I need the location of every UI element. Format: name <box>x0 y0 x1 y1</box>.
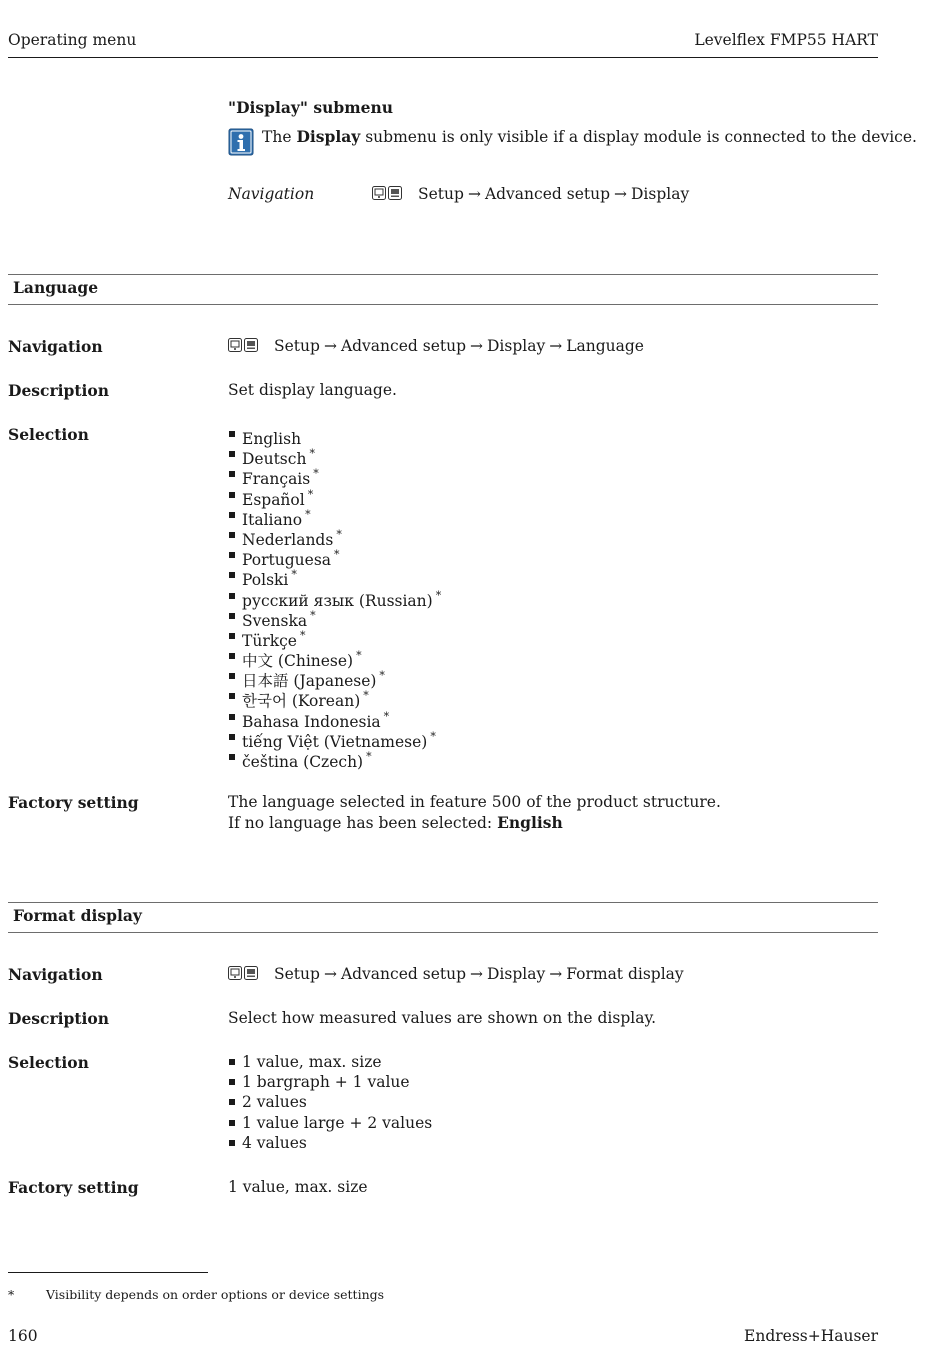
list-item: 日本語 (Japanese) * <box>228 666 441 686</box>
list-item: 4 values <box>228 1133 432 1153</box>
footnote-text: Visibility depends on order options or device settings <box>46 1287 385 1302</box>
nav-step: Setup <box>274 337 320 355</box>
language-selection-label: Selection <box>8 425 89 444</box>
header-rule <box>8 57 878 58</box>
header-right: Levelflex FMP55 HART <box>694 31 878 49</box>
nav-step: Format display <box>566 965 684 983</box>
list-item: Svenska * <box>228 606 441 626</box>
nav-step: Advanced setup <box>340 337 466 355</box>
format-display-title: Format display <box>13 906 142 925</box>
list-item: Polski * <box>228 565 441 585</box>
format-factory-value: 1 value, max. size <box>228 1178 368 1196</box>
list-item: Deutsch * <box>228 444 441 464</box>
language-nav-path <box>228 337 644 356</box>
nav-step: Setup <box>274 965 320 983</box>
footnote-mark: * <box>8 1287 15 1302</box>
format-selection-list <box>228 1052 432 1153</box>
nav-step: Advanced setup <box>340 965 466 983</box>
language-factory-label: Factory setting <box>8 793 139 812</box>
header-left: Operating menu <box>8 31 137 49</box>
arrow: → <box>323 337 337 355</box>
section-rule-top <box>8 902 878 903</box>
list-item: čeština (Czech) * <box>228 747 441 767</box>
language-factory-line2 <box>228 813 563 832</box>
info-icon <box>228 128 254 160</box>
list-item: русский язык (Russian) * <box>228 586 441 606</box>
language-factory-line1: The language selected in feature 500 of the product structure. <box>228 793 721 811</box>
section-rule-bottom <box>8 304 878 305</box>
language-nav-label: Navigation <box>8 337 103 356</box>
nav-step: Display <box>487 337 546 355</box>
arrow: → <box>470 965 483 983</box>
operating-tool-icon <box>228 966 260 984</box>
list-item: 1 bargraph + 1 value <box>228 1072 432 1092</box>
format-description-label: Description <box>8 1009 110 1028</box>
list-item: 中文 (Chinese) * <box>228 646 441 666</box>
note-bold: Display <box>296 127 361 146</box>
arrow: → <box>470 337 483 355</box>
language-description: Set display language. <box>228 381 397 399</box>
list-item: 한국어 (Korean) * <box>228 686 441 706</box>
list-item: tiếng Việt (Vietnamese) * <box>228 727 441 747</box>
format-nav-path <box>228 965 684 984</box>
note-prefix: The <box>262 128 292 146</box>
footer-brand: Endress+Hauser <box>744 1327 878 1345</box>
arrow: → <box>614 185 627 203</box>
footnote-rule <box>8 1272 208 1273</box>
language-description-label: Description <box>8 381 110 400</box>
list-item: English <box>228 424 441 444</box>
list-item: 1 value, max. size <box>228 1052 432 1072</box>
arrow: → <box>549 337 563 355</box>
submenu-note <box>262 127 917 146</box>
section-rule-bottom <box>8 932 878 933</box>
page-number: 160 <box>8 1327 38 1345</box>
format-nav-label: Navigation <box>8 965 103 984</box>
nav-step: Language <box>566 337 644 355</box>
list-item: Italiano * <box>228 505 441 525</box>
submenu-title: "Display" submenu <box>228 98 394 117</box>
language-title: Language <box>13 278 99 297</box>
list-item: Bahasa Indonesia * <box>228 707 441 727</box>
arrow: → <box>467 185 481 203</box>
language-selection-list <box>228 424 442 771</box>
format-selection-label: Selection <box>8 1053 89 1072</box>
list-item: 2 values <box>228 1092 432 1112</box>
factory-line2-bold: English <box>497 813 563 832</box>
list-item: Türkçe * <box>228 626 441 646</box>
list-item: Español * <box>228 485 441 505</box>
submenu-nav-path <box>372 185 689 204</box>
format-description: Select how measured values are shown on the display. <box>228 1009 657 1027</box>
list-item: Français * <box>228 464 441 484</box>
arrow: → <box>323 965 337 983</box>
list-item: 1 value large + 2 values <box>228 1113 432 1133</box>
nav-step: Setup <box>418 185 464 203</box>
arrow: → <box>549 965 563 983</box>
factory-line2-prefix: If no language has been selected: <box>228 814 493 832</box>
note-suffix: submenu is only visible if a display module is connected to the device. <box>365 128 917 146</box>
nav-step: Advanced setup <box>484 185 610 203</box>
list-item: Portuguesa * <box>228 545 441 565</box>
operating-tool-icon <box>372 186 404 204</box>
operating-tool-icon <box>228 338 260 356</box>
list-item: Nederlands * <box>228 525 441 545</box>
submenu-nav-label: Navigation <box>228 185 315 203</box>
nav-step: Display <box>487 965 546 983</box>
nav-step: Display <box>631 185 690 203</box>
section-rule-top <box>8 274 878 275</box>
format-factory-label: Factory setting <box>8 1178 139 1197</box>
